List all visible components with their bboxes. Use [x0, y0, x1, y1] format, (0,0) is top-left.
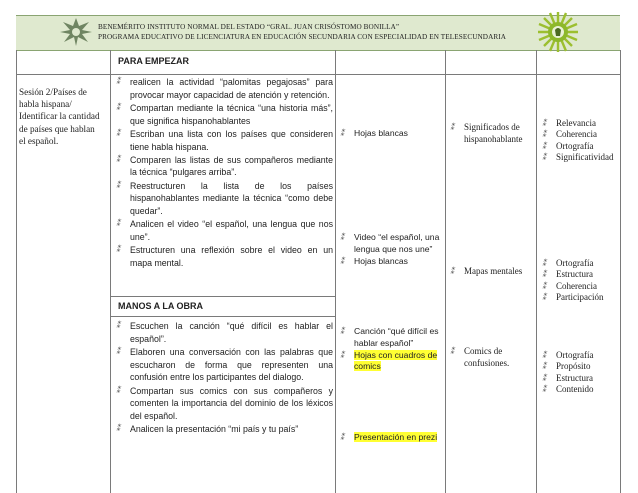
bullet-icon: ⁑	[116, 424, 120, 434]
activity-item: ⁑ Escriban una lista con los países que consideren tiene habla hispana.	[116, 128, 333, 152]
row-divider	[110, 296, 335, 297]
session-description: Sesión 2/Países de habla hispana/ Identificar la cantidad de países que hablan el español.	[19, 87, 100, 146]
institution-name: BENEMÉRITO INSTITUTO NORMAL DEL ESTADO “GRAL. JUAN CRISÓSTOMO BONILLA”	[98, 23, 400, 31]
col-divider	[16, 50, 17, 493]
criteria-item: ⁑ Ortografía	[542, 140, 594, 151]
activities-list-manos	[116, 320, 333, 436]
bullet-icon: ⁑	[542, 141, 546, 151]
bullet-icon: ⁑	[340, 327, 344, 336]
bullet-icon: ⁑	[340, 233, 344, 242]
criteria-item: ⁑ Contenido	[542, 384, 594, 395]
product-item: ⁑ Mapas mentales	[450, 266, 523, 276]
bullet-icon: ⁑	[116, 385, 120, 395]
resource-item: ⁑ Presentación en prezi	[340, 432, 438, 442]
activity-item: ⁑ Analicen el video “el español, una lengua que nos une”.	[116, 219, 333, 242]
resource-item: ⁑ Video “el español, una lengua que nos une”	[340, 232, 440, 254]
bullet-icon: ⁑	[450, 347, 454, 356]
bullet-icon: ⁑	[542, 270, 546, 280]
bullet-icon: ⁑	[116, 128, 120, 138]
col-divider	[536, 50, 537, 493]
bullet-icon: ⁑	[340, 350, 344, 360]
program-name: PROGRAMA EDUCATIVO DE LICENCIATURA EN EDUCACIÓN SECUNDARIA CON ESPECIALIDAD EN TELESECUNDARIA	[98, 33, 507, 41]
criteria-item: ⁑ Significatividad	[542, 152, 614, 163]
resources-list	[340, 326, 440, 373]
section-title-para-empezar: PARA EMPEZAR	[118, 56, 190, 66]
bullet-icon: ⁑	[542, 153, 546, 163]
activity-item: ⁑ realicen la actividad “palomitas pegajosas” para provocar mayor capacidad de atención y retención.	[116, 77, 333, 100]
bullet-icon: ⁑	[116, 219, 120, 229]
criteria-list	[542, 118, 614, 164]
bullet-icon: ⁑	[116, 154, 120, 164]
col-divider	[110, 50, 111, 493]
bullet-icon: ⁑	[116, 77, 120, 86]
resources-list	[340, 128, 440, 140]
bullet-icon: ⁑	[116, 180, 120, 190]
resource-item: ⁑ Hojas blancas	[340, 128, 408, 138]
criteria-item: ⁑ Estructura	[542, 372, 593, 383]
activity-item: ⁑ Analicen la presentación “mi país y tu país”	[116, 424, 299, 435]
bullet-icon: ⁑	[116, 321, 120, 330]
resources-list	[340, 432, 440, 444]
activity-item: ⁑ Estructuren una reflexión sobre el video en un mapa mental.	[116, 245, 333, 268]
product-item: ⁑ Comics de confusiones.	[450, 346, 510, 368]
criteria-item: ⁑ Coherencia	[542, 129, 597, 140]
bullet-icon: ⁑	[542, 130, 546, 140]
criteria-item: ⁑ Ortografía	[542, 350, 594, 360]
bullet-icon: ⁑	[116, 346, 120, 356]
program-sun-logo	[536, 10, 580, 54]
activity-item: ⁑ Escuchen la canción “qué difícil es hablar el español”.	[116, 321, 333, 344]
criteria-item: ⁑ Coherencia	[542, 280, 597, 291]
criteria-item: ⁑ Participación	[542, 292, 604, 303]
activities-list-empezar	[116, 76, 333, 270]
bullet-icon: ⁑	[542, 119, 546, 128]
col-divider	[445, 50, 446, 493]
resource-item: ⁑ Canción “qué difícil es hablar español”	[340, 326, 439, 348]
resources-list	[340, 232, 440, 267]
activity-item: ⁑ Compartan sus comics con sus compañeros y comenten la importancia del dominio de los léxicos del español.	[116, 385, 333, 421]
section-title-manos-a-la-obra: MANOS A LA OBRA	[118, 301, 203, 311]
row-divider	[110, 316, 335, 317]
bullet-icon: ⁑	[542, 385, 546, 395]
bullet-icon: ⁑	[450, 267, 454, 276]
bullet-icon: ⁑	[116, 102, 120, 112]
bullet-icon: ⁑	[340, 256, 344, 266]
bullet-icon: ⁑	[450, 123, 454, 132]
bullet-icon: ⁑	[340, 129, 344, 138]
bullet-icon: ⁑	[542, 259, 546, 268]
activity-item: ⁑ Elaboren una conversación con las palabras que escucharon de forma que representen una confusión entre los participantes del dialogo.	[116, 346, 333, 383]
resource-item: ⁑ Hojas blancas	[340, 255, 408, 266]
activity-item: ⁑ Comparen las listas de sus compañeros mediante la técnica “pulgares arriba”.	[116, 154, 333, 178]
bullet-icon: ⁑	[340, 433, 344, 442]
activity-item: ⁑ Reestructuren la lista de los países hispanohablantes mediante la técnica “como debe quedar”.	[116, 180, 333, 217]
col-divider	[620, 50, 621, 493]
header-banner	[16, 15, 620, 51]
header-text	[98, 22, 506, 42]
bullet-icon: ⁑	[542, 373, 546, 383]
resource-item: ⁑ Hojas con cuadros de comics	[340, 349, 438, 372]
criteria-item: ⁑ Propósito	[542, 361, 591, 372]
activity-item: ⁑ Compartan mediante la técnica “una historia más”, que significa hispanohablantes	[116, 102, 333, 126]
bullet-icon: ⁑	[542, 351, 546, 360]
criteria-item: ⁑ Relevancia	[542, 118, 596, 128]
criteria-list	[542, 350, 594, 396]
bullet-icon: ⁑	[542, 293, 546, 303]
criteria-item: ⁑ Ortografía	[542, 258, 594, 268]
criteria-item: ⁑ Estructura	[542, 269, 593, 280]
table-top-border	[16, 74, 620, 75]
product-item: ⁑ Significados de hispanohablante	[450, 122, 523, 144]
institution-eagle-logo	[56, 12, 96, 52]
bullet-icon: ⁑	[116, 245, 120, 255]
col-divider	[335, 50, 336, 493]
bullet-icon: ⁑	[542, 362, 546, 372]
criteria-list	[542, 258, 603, 304]
bullet-icon: ⁑	[542, 281, 546, 291]
